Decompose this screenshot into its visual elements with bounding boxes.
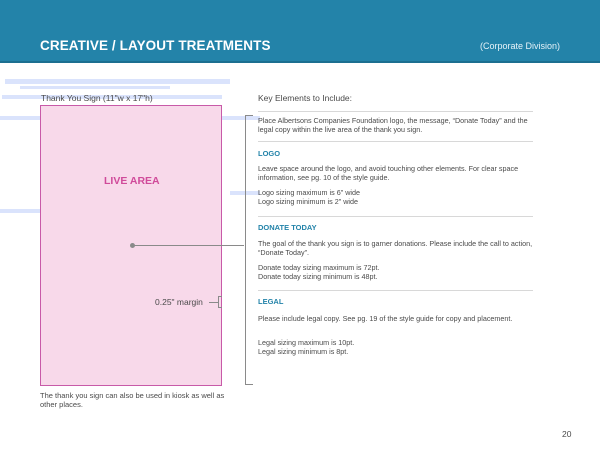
scan-artifact [5, 79, 230, 84]
margin-label: 0.25" margin [155, 297, 203, 307]
sign-title: Thank You Sign (11"w x 17"h) [41, 93, 153, 103]
key-elements-title: Key Elements to Include: [258, 93, 353, 103]
pointer-line [132, 245, 244, 246]
logo-sizing: Logo sizing maximum is 6" wide Logo sizing minimum is 2" wide [258, 188, 361, 206]
legal-sizing: Legal sizing maximum is 10pt. Legal sizing minimum is 8pt. [258, 338, 355, 356]
margin-tick [218, 296, 222, 308]
divider [258, 290, 533, 291]
donate-paragraph: The goal of the thank you sign is to garner donations. Please include the call to action, “Donate Today”. [258, 239, 533, 257]
scan-artifact [20, 86, 170, 89]
donate-sizing: Donate today sizing maximum is 72pt. Donate today sizing minimum is 48pt. [258, 263, 380, 281]
header-bar [0, 0, 600, 63]
section-heading-donate-today: DONATE TODAY [258, 223, 317, 232]
sign-note: The thank you sign can also be used in kiosk as well as other places. [40, 391, 225, 409]
section-heading-logo: LOGO [258, 149, 281, 158]
divider [258, 141, 533, 142]
divider [258, 111, 533, 112]
page-number: 20 [562, 429, 572, 439]
legal-paragraph: Please include legal copy. See pg. 19 of the style guide for copy and placement. [258, 314, 513, 323]
intro-text: Place Albertsons Companies Foundation logo, the message, “Donate Today” and the legal copy within the live area of the thank you sign. [258, 116, 528, 134]
key-elements-bracket [245, 115, 253, 385]
section-heading-legal: LEGAL [258, 297, 284, 306]
live-area-label: LIVE AREA [104, 175, 160, 187]
divider [258, 216, 533, 217]
division-label: (Corporate Division) [479, 41, 560, 51]
page-title: CREATIVE / LAYOUT TREATMENTS [40, 38, 271, 53]
logo-paragraph: Leave space around the logo, and avoid touching other elements. For clear space information, see pg. 10 of the style guide. [258, 164, 519, 182]
